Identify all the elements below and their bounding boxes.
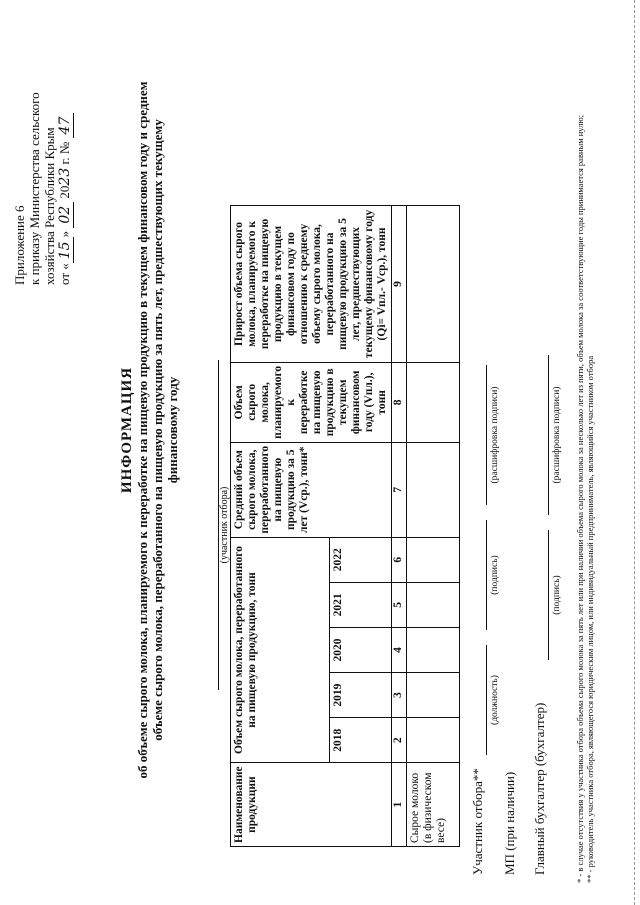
row-product-name: Сырое молоко (в физическом весе) [407,763,460,847]
date-year-prefix: 20 [57,185,72,199]
title-line-2: объеме сырого молока, переработанного на пищевую продукцию за пять лет, предшествующих текущему [150,119,165,741]
appendix-order-line: к приказу Министерства сельского [27,92,42,285]
accountant-label: Главный бухгалтер (бухгалтер) [532,702,547,875]
decode-line[interactable] [485,365,487,505]
header-year-2018: 2018 [330,718,392,763]
cell-average[interactable] [407,442,460,537]
col-number: 2 [392,718,407,763]
signature-caption: (подпись) [490,555,500,595]
header-year-2022: 2022 [330,537,392,582]
decode-caption: (расшифровка подписи) [490,386,500,484]
col-number: 4 [392,627,407,672]
order-number: 47 [57,113,74,139]
cell-2018[interactable] [407,718,460,763]
date-year-suffix: 23 [57,167,73,186]
page-edge-divider [634,0,635,905]
document-title [120,15,180,845]
footnote-2: ** - руководитель участника отбора, являющегося юридическим лицом, или индивидуальный предприниматель, являющийся участником отбора [585,355,595,883]
cell-2019[interactable] [407,673,460,718]
header-average-volume: Средний объем сырого молока, переработанного на пищевую продукцию за 5 лет (Vср.), тонн* [231,442,392,537]
appendix-ministry-line: хозяйства Республики Крым [42,127,57,285]
header-product-name: Наименование продукции [231,763,392,847]
cell-planned[interactable] [407,362,460,442]
col-number: 7 [392,442,407,537]
col-number: 5 [392,582,407,627]
cell-2021[interactable] [407,582,460,627]
signature-line[interactable] [485,520,487,630]
date-month: 02 [57,202,74,228]
accountant-decode-line[interactable] [547,355,549,515]
date-day: 15 [57,237,74,263]
accountant-signature-line[interactable] [547,530,549,660]
participant-line [210,360,219,690]
header-year-2020: 2020 [330,627,392,672]
header-planned-volume: Объем сырого молока, планируемого к переработке на пищевую продукцию в текущем финансовом году (Vпл.), тонн [231,362,392,442]
header-year-2019: 2019 [330,673,392,718]
cell-2022[interactable] [407,537,460,582]
col-number: 1 [392,763,407,847]
stamp-label: МП (при наличии) [502,771,517,875]
date-mid: » [57,230,72,238]
table-margin [231,67,460,206]
appendix-title: Приложение 6 [12,205,27,285]
col-number: 8 [392,362,407,442]
date-year-end: г. № [57,141,72,168]
footnote-1: * - в случае отсутствия у участника отбора объема сырого молока за пять лет или при наличии объема сырого молока за несколько лет из пяти, объем молока за соответствующие годы принимается равным нулю; [575,114,585,883]
accountant-decode-caption: (расшифровка подписи) [552,386,562,484]
position-caption: (должность) [490,675,500,725]
footnotes [575,23,595,883]
appendix-date-line [57,25,73,285]
header-growth: Прирост объема сырого молока, планируемого к переработке на пищевую продукцию в текущем финансовом году по отношению к среднему объему сырого молока, переработанного на пищевую продукцию за 5 лет, предшествующих текущему финансовому году (Qi= Vпл.- Vср.), тонн [231,206,392,363]
title-line-1: об объеме сырого молока, планируемого к переработке на пищевую продукцию в текущем финансовом году и среднем [135,81,150,779]
cell-2020[interactable] [407,627,460,672]
cell-growth[interactable] [407,206,460,363]
col-number: 3 [392,673,407,718]
participant-caption: (участник отбора) [219,486,230,564]
col-number: 6 [392,537,407,582]
title-line-3: финансовому году [165,376,180,484]
header-year-2021: 2021 [330,582,392,627]
accountant-signature-caption: (подпись) [552,575,562,615]
data-table [230,67,460,847]
title-main: ИНФОРМАЦИЯ [119,366,135,494]
appendix-header [12,25,73,285]
position-line[interactable] [485,645,487,755]
date-prefix: от « [57,263,72,285]
participant-sign-label: Участник отбора** [470,768,485,875]
header-processed-volume: Объем сырого молока, переработанного на пищевую продукцию, тонн [231,537,330,763]
col-number: 9 [392,206,407,363]
